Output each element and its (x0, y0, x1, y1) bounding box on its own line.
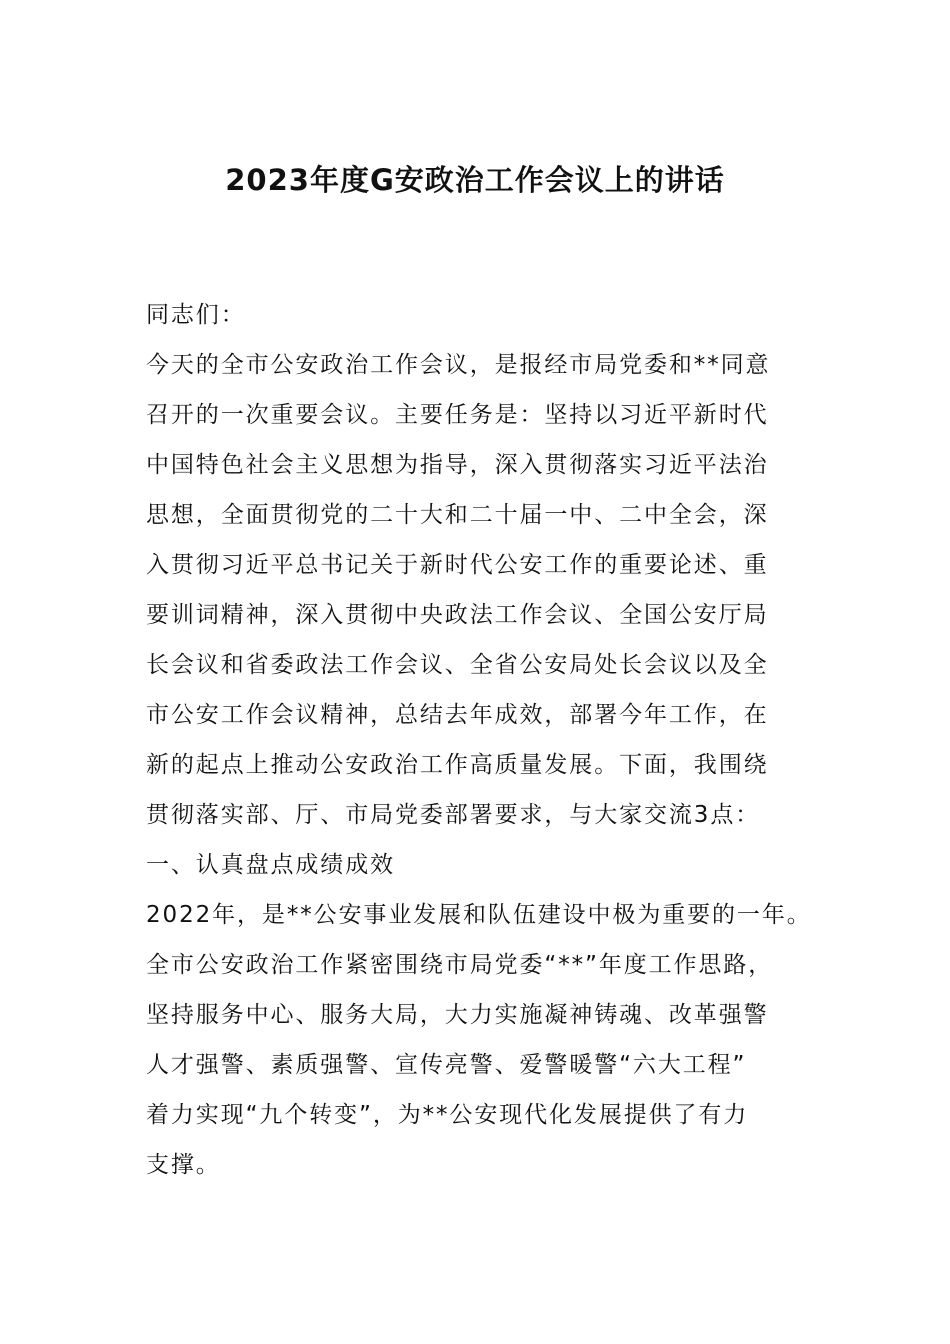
paragraph-line: 着力实现“九个转变”，为**公安现代化发展提供了有力 (146, 1102, 749, 1128)
paragraph-line: 贯彻落实部、厅、市局党委部署要求，与大家交流3点： (146, 802, 761, 828)
paragraph-line: 人才强警、素质强警、宣传亮警、爱警暖警“六大工程” (146, 1052, 747, 1078)
salutation-line: 同志们： (146, 302, 246, 328)
paragraph-line: 长会议和省委政法工作会议、全省公安局处长会议以及全 (146, 652, 769, 678)
paragraph-line: 2022年，是**公安事业发展和队伍建设中极为重要的一年。 (146, 902, 812, 928)
paragraph-line: 全市公安政治工作紧密围绕市局党委“**”年度工作思路， (146, 952, 774, 978)
section-heading: 一、认真盘点成绩成效 (146, 852, 395, 878)
paragraph-line: 要训词精神，深入贯彻中央政法工作会议、全国公安厅局 (146, 602, 769, 628)
paragraph-line: 坚持服务中心、服务大局，大力实施凝神铸魂、改革强警 (146, 1002, 769, 1028)
paragraph-line: 今天的全市公安政治工作会议，是报经市局党委和**同意 (146, 352, 771, 378)
paragraph-line: 市公安工作会议精神，总结去年成效，部署今年工作，在 (146, 702, 769, 728)
document-body (146, 290, 836, 1190)
paragraph-line: 召开的一次重要会议。主要任务是：坚持以习近平新时代 (146, 402, 769, 428)
paragraph-line: 新的起点上推动公安政治工作高质量发展。下面，我围绕 (146, 752, 769, 778)
paragraph-line: 入贯彻习近平总书记关于新时代公安工作的重要论述、重 (146, 552, 769, 578)
paragraph-line: 支撑。 (146, 1152, 221, 1178)
document-title: 2023年度G安政治工作会议上的讲话 (225, 163, 725, 197)
paragraph-line: 思想，全面贯彻党的二十大和二十届一中、二中全会，深 (146, 502, 769, 528)
paragraph-line: 中国特色社会主义思想为指导，深入贯彻落实习近平法治 (146, 452, 769, 478)
